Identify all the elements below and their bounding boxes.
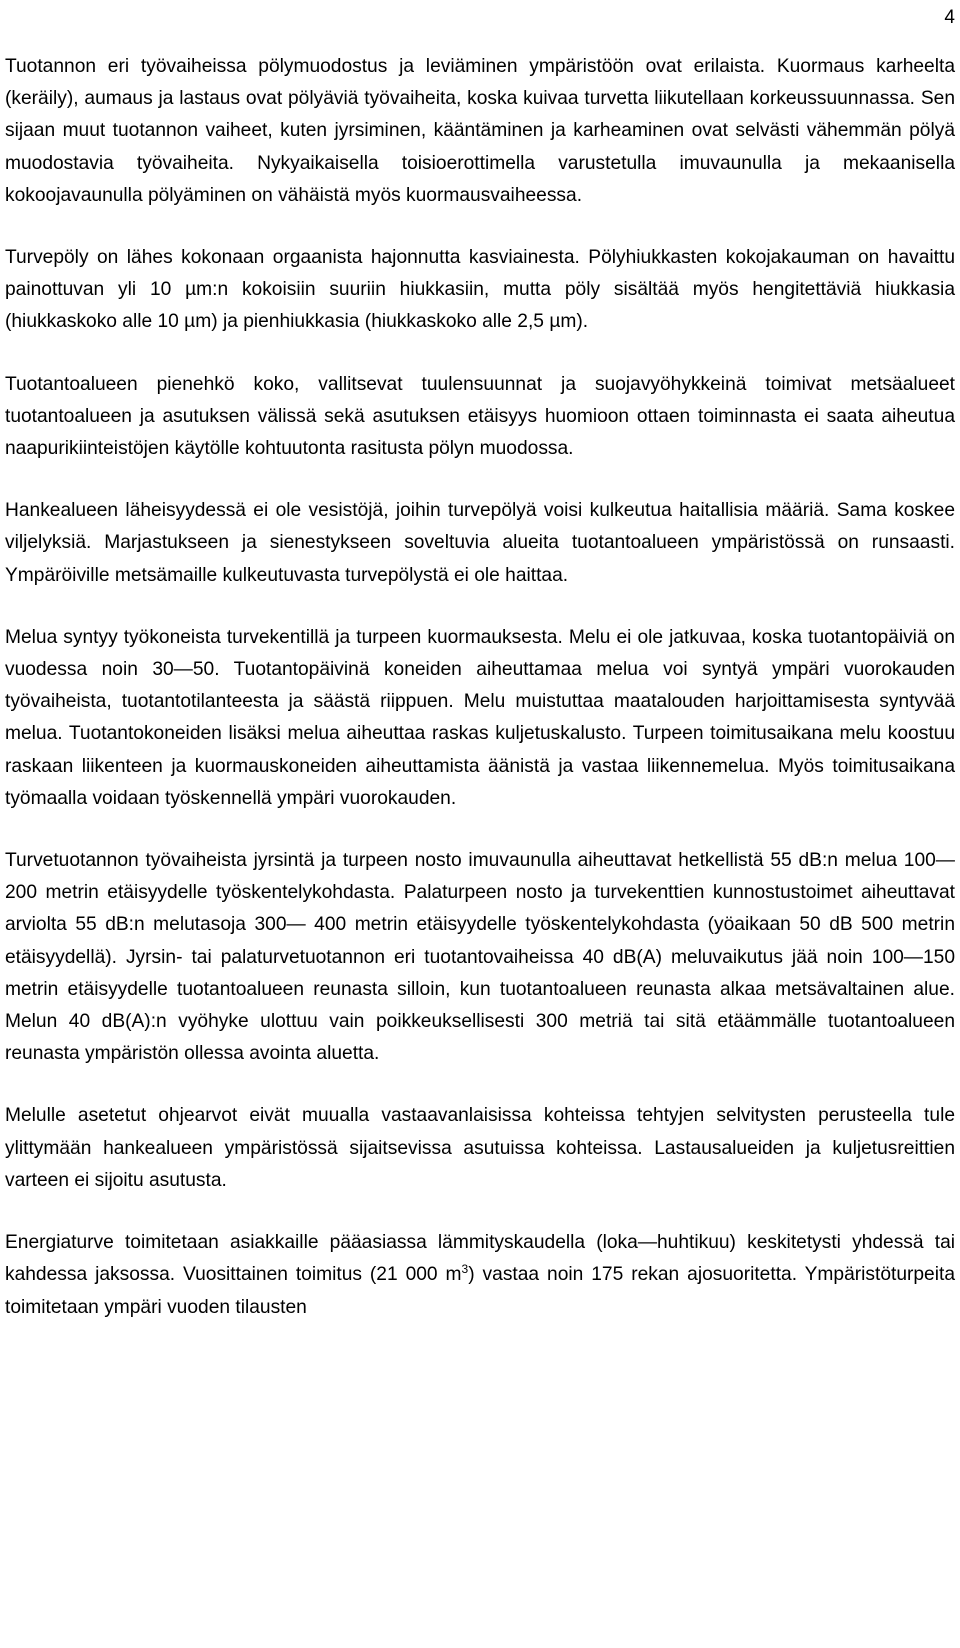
paragraph-peat-dust-composition: Turvepöly on lähes kokonaan orgaanista hajonnutta kasviainesta. Pölyhiukkasten kokojakauman on havaittu painottuvan yli 10 µm:n kokoisiin suuriin hiukkasiin, mutta pöly sisältää myös hengitettäviä hiukkasia (hiukkaskoko alle 10 µm) ja pienhiukkasia (hiukkaskoko alle 2,5 µm). (5, 247, 955, 333)
paragraph-dust-formation: Tuotannon eri työvaiheissa pölymuodostus ja leviäminen ympäristöön ovat erilaista. Kuormaus karheelta (keräily), aumaus ja lastaus ovat pölyäviä työvaiheita, koska kuivaa turvetta liikutellaan korkeussuunnassa. Sen sijaan muut tuotannon vaiheet, kuten jyrsiminen, kääntäminen ja karheaminen ovat selvästi vähemmän pölyä muodostavia työvaiheita. Nykyaikaisella toisioerottimella varustetulla imuvaunulla ja mekaanisella kokoojavaunulla pölyäminen on vähäistä myös kuormausvaiheessa. (5, 56, 955, 206)
document-body (5, 51, 955, 1354)
delivery-text-end: ) vastaa noin 175 rekan ajosuoritetta. Ympäristöturpeita toimitetaan ympäri vuoden tilausten (5, 1264, 955, 1318)
paragraph-energy-peat-delivery (5, 1227, 955, 1324)
page-number: 4 (944, 7, 955, 28)
delivery-text-start: Energiaturve toimitetaan asiakkaille pääasiassa lämmityskaudella (loka—huhtikuu) keskitetysti yhdessä tai kahdessa jaksossa. Vuosittainen toimitus (21 000 m (5, 1232, 955, 1286)
paragraph-production-area-size: Tuotantoalueen pienehkö koko, vallitsevat tuulensuunnat ja suojavyöhykkeinä toimivat metsäalueet tuotantoalueen ja asutuksen välissä sekä asutuksen etäisyys huomioon ottaen toiminnasta ei saata aiheutua naapurikiinteistöjen käytölle kohtuutonta rasitusta pölyn muodossa. (5, 373, 955, 460)
paragraph-nearby-waters: Hankealueen läheisyydessä ei ole vesistöjä, joihin turvepölyä voisi kulkeutua haitallisia määriä. Sama koskee viljelyksiä. Marjastukseen ja sienestykseen soveltuvia alueita tuotantoalueen ympäristössä on runsaasti. Ympäröiville metsämaille kulkeutuvasta turvepölystä ei ole haittaa. (5, 500, 955, 586)
paragraph-noise-sources: Melua syntyy työkoneista turvekentillä ja turpeen kuormauksesta. Melu ei ole jatkuvaa, koska tuotantopäiviä on vuodessa noin 30—50. Tuotantopäivinä koneiden aiheuttamaa melua voi syntyä ympäri vuorokauden työvaiheista, tuotantotilanteesta ja säästä riippuen. Melu muistuttaa maatalouden harjoittamisesta syntyvää melua. Tuotantokoneiden lisäksi melua aiheuttaa raskas kuljetuskalusto. Turpeen toimitusaikana melu koostuu raskaan liikenteen ja kuormauskoneiden aiheuttamista äänistä ja vastaa liikennemelua. Myös toimitusaikana työmaalla voidaan työskennellä ympäri vuorokauden. (5, 626, 955, 809)
cubic-superscript: 3 (461, 1262, 469, 1277)
paragraph-noise-guidelines: Melulle asetetut ohjearvot eivät muualla vastaavanlaisissa kohteissa tehtyjen selvitysten perusteella tule ylittymään hankealueen ympäristössä sijaitsevissa asutuissa kohteissa. Lastausalueiden ja kuljetusreittien varteen ei sijoitu asutusta. (5, 1105, 955, 1191)
paragraph-noise-levels: Turvetuotannon työvaiheista jyrsintä ja turpeen nosto imuvaunulla aiheuttavat hetkellistä 55 dB:n melua 100—200 metrin etäisyydelle työskentelykohdasta. Palaturpeen nosto ja turvekenttien kunnostustoimet aiheuttavat arviolta 55 dB:n melutasoja 300— 400 metrin etäisyydelle työskentelykohdasta (yöaikaan 50 dB 500 metrin etäisyydellä). Jyrsin- tai palaturvetuotannon eri tuotantovaiheissa 40 dB(A) meluvaikutus jää noin 100—150 metrin etäisyydelle tuotantoalueen reunasta silloin, kun tuotantoalueen reunasta alkaa metsävaltainen alue. Melun 40 dB(A):n vyöhyke ulottuu vain poikkeuksellisesti 300 metriä tai sitä etäämmälle tuotantoalueen reunasta ympäristön ollessa avointa aluetta. (5, 850, 955, 1065)
